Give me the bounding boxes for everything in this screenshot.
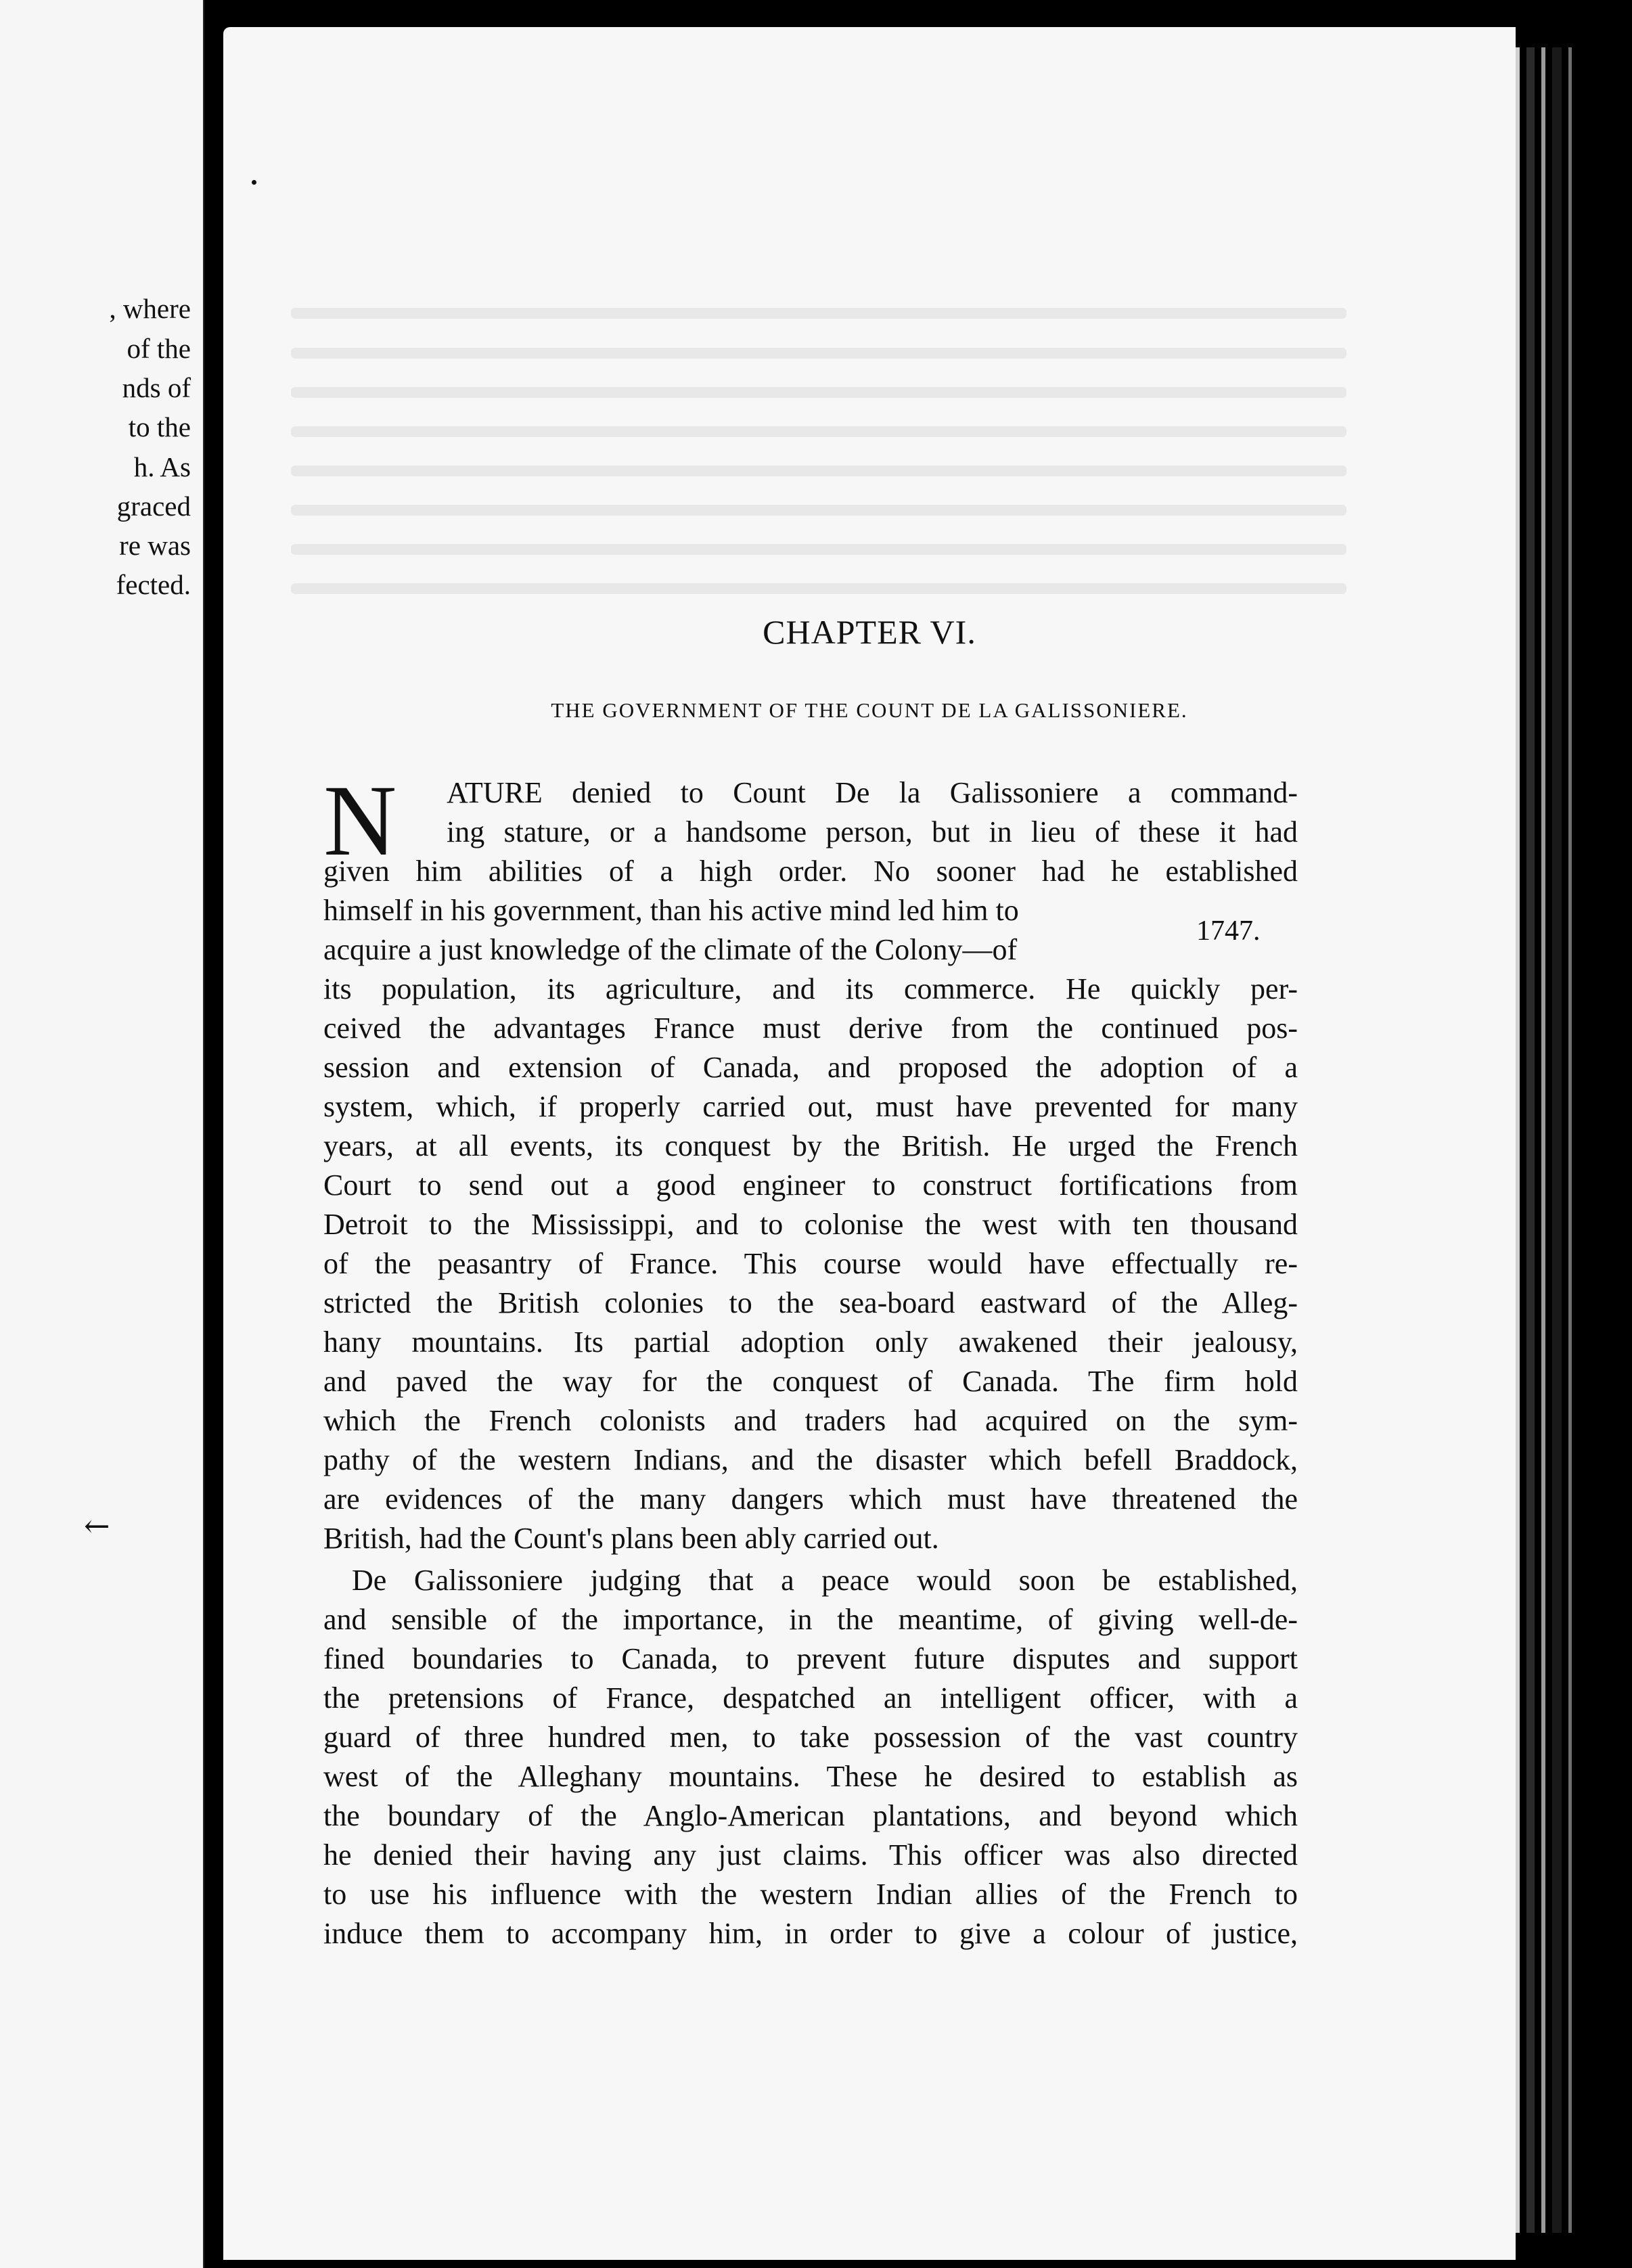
text-line: stricted the British colonies to the sea-board eastward of the Alleg- (323, 1286, 1298, 1319)
show-through (291, 583, 1346, 594)
left-page-line: of the (127, 333, 191, 364)
left-page-line: nds of (122, 372, 191, 403)
left-page-line: , where (109, 293, 191, 324)
text-line: system, which, if properly carried out, must have prevented for many (323, 1090, 1298, 1123)
text-line: hany mountains. Its partial adoption only awakened their jealousy, (323, 1325, 1298, 1359)
text-line: acquire a just knowledge of the climate of the Colony—of (323, 933, 1018, 966)
text-line: session and extension of Canada, and proposed the adoption of a (323, 1051, 1298, 1084)
text-line: induce them to accompany him, in order to give a colour of justice, (323, 1917, 1298, 1950)
page-edge (1552, 47, 1562, 2233)
text-line: Court to send out a good engineer to construct fortifications from (323, 1169, 1298, 1202)
left-page-line: h. As (133, 451, 191, 482)
page-edge (1568, 47, 1572, 2233)
text-line: ATURE denied to Count De la Galissoniere a command- (447, 776, 1298, 809)
show-through (291, 544, 1346, 555)
left-page-line: re was (119, 530, 191, 561)
page-edge (1516, 47, 1520, 2233)
left-page-line: fected. (116, 569, 191, 600)
text-line: its population, its agriculture, and its commerce. He quickly per- (323, 972, 1298, 1005)
page-edge (1541, 47, 1545, 2233)
text-line: of the peasantry of France. This course would have effectually re- (323, 1247, 1298, 1280)
chapter-title: CHAPTER VI. (763, 613, 976, 651)
show-through (291, 426, 1346, 437)
text-line: years, at all events, its conquest by the British. He urged the French (323, 1129, 1298, 1162)
text-line: British, had the Count's plans been ably carried out. (323, 1522, 939, 1555)
text-line: De Galissoniere judging that a peace would soon be established, (352, 1564, 1298, 1597)
page-edge (1526, 47, 1535, 2233)
show-through (291, 466, 1346, 476)
text-line: ceived the advantages France must derive from the continued pos- (323, 1012, 1298, 1045)
text-line: given him abilities of a high order. No sooner had he established (323, 855, 1298, 888)
text-line: and paved the way for the conquest of Canada. The firm hold (323, 1365, 1298, 1398)
drop-cap: N (323, 765, 397, 877)
margin-date-note: 1747. (1196, 915, 1261, 947)
show-through (291, 505, 1346, 516)
show-through (291, 348, 1346, 359)
text-line: guard of three hundred men, to take possession of the vast country (323, 1721, 1298, 1754)
text-line: fined boundaries to Canada, to prevent future disputes and support (323, 1642, 1298, 1675)
chapter-subtitle: THE GOVERNMENT OF THE COUNT DE LA GALISSONIERE. (551, 698, 1188, 722)
left-page-line: graced (116, 491, 191, 522)
text-line: are evidences of the many dangers which must have threatened the (323, 1482, 1298, 1516)
show-through (291, 308, 1346, 319)
text-line: pathy of the western Indians, and the disaster which befell Braddock, (323, 1443, 1298, 1476)
show-through (291, 387, 1346, 398)
text-line: Detroit to the Mississippi, and to colonise the west with ten thousand (323, 1208, 1298, 1241)
left-page-line: to the (128, 411, 191, 443)
text-line: and sensible of the importance, in the meantime, of giving well-de- (323, 1603, 1298, 1636)
text-line: he denied their having any just claims. This officer was also directed (323, 1838, 1298, 1872)
margin-arrow-mark: ← (84, 1507, 110, 1544)
ink-speck (252, 180, 256, 185)
text-line: the boundary of the Anglo-American plantations, and beyond which (323, 1799, 1298, 1832)
left-page-fragment (0, 0, 204, 2268)
text-line: which the French colonists and traders had acquired on the sym- (323, 1404, 1298, 1437)
text-line: west of the Alleghany mountains. These he desired to establish as (323, 1760, 1298, 1793)
text-line: the pretensions of France, despatched an intelligent officer, with a (323, 1681, 1298, 1715)
text-line: to use his influence with the western Indian allies of the French to (323, 1878, 1298, 1911)
text-line: ing stature, or a handsome person, but in lieu of these it had (447, 815, 1298, 848)
text-line: himself in his government, than his active mind led him to (323, 894, 1019, 927)
